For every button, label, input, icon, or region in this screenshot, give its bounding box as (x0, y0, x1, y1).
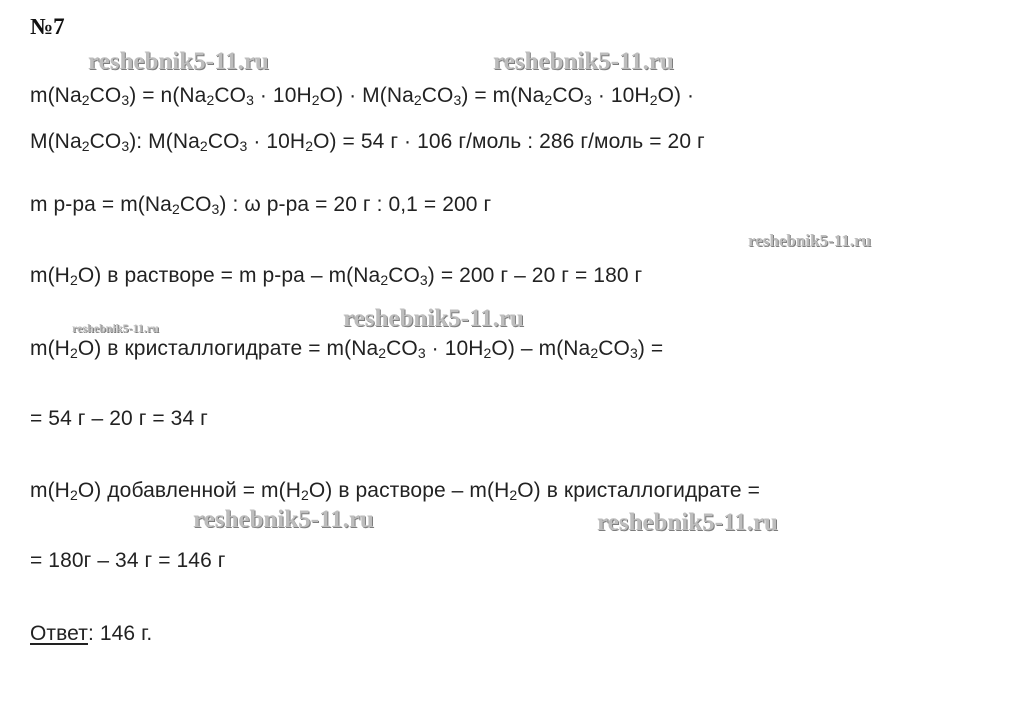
watermark: reshebnik5-11.ru (193, 506, 374, 533)
watermark: reshebnik5-11.ru (748, 231, 871, 250)
solution-line-6: = 54 г – 20 г = 34 г (30, 407, 208, 430)
solution-line-5: $m(H_2O)$ в кристаллогидрате = $m(Na_2CO_3 \cdot 10H_2O) - m(Na_2CO_3)$ = (30, 337, 664, 361)
solution-line-8: = 180г – 34 г = 146 г (30, 549, 226, 572)
solution-line-3: m $р-ра = m(Na_2CO_3)$ : ω р-ра = 20 г : 0,1 = 200 г (30, 193, 492, 217)
watermark: reshebnik5-11.ru (343, 305, 524, 332)
solution-line-7: $m(H_2O)$ добавленной = $m(H_2O)$ в растворе – $m(H_2O)$ в кристаллогидрате = (30, 479, 760, 503)
solution-line-4: $m(H_2O)$ в растворе = m $р-ра - m(Na_2CO_3) = 200$ г – 20 г = 180 г (30, 264, 643, 288)
answer-line (30, 622, 152, 646)
problem-number: №7 (30, 14, 65, 39)
watermark: reshebnik5-11.ru (72, 321, 159, 335)
watermark: reshebnik5-11.ru (88, 48, 269, 75)
answer-label: Ответ (30, 622, 88, 645)
solution-line-2: $M(Na_2CO_3)$: $M(Na_2CO_3 \cdot 10H_2O) = 54$ г · 106 г/моль : 286 г/моль = 20 г (30, 130, 705, 154)
answer-value: : 146 г. (87, 622, 153, 645)
solution-line-1: $m(Na_2CO_3) = n(Na_2CO_3 \cdot 10H_2O) \cdot M(Na_2CO_3) = m(Na_2CO_3 \cdot 10H_2O)$ · (30, 84, 695, 108)
watermark: reshebnik5-11.ru (597, 509, 778, 536)
watermark: reshebnik5-11.ru (493, 48, 674, 75)
